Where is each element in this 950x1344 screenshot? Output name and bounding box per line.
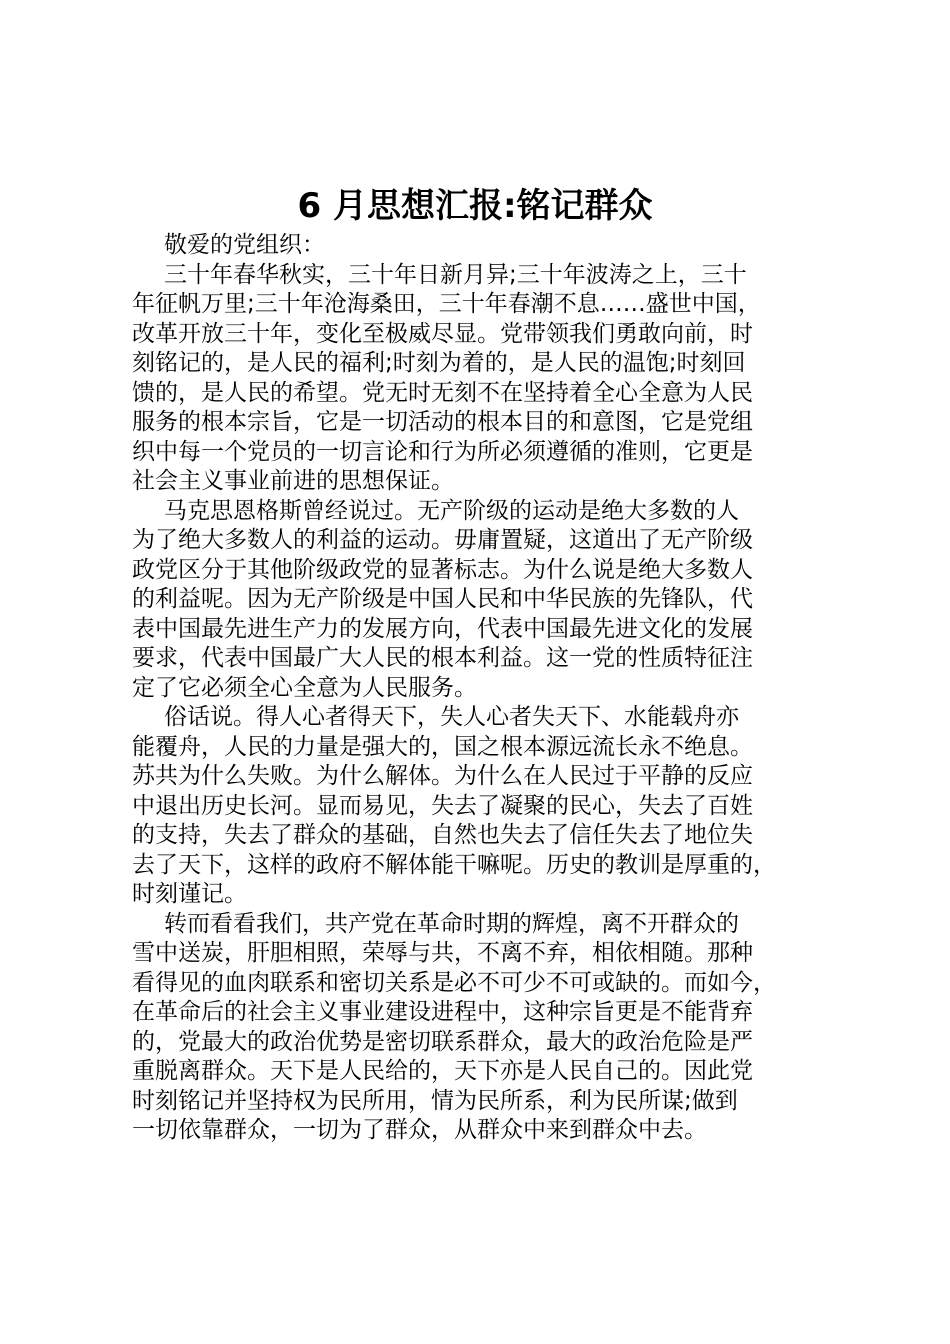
paragraph-4	[132, 910, 852, 1146]
paragraph-line: 转而看看我们，共产党在革命时期的辉煌，离不开群众的	[164, 910, 739, 937]
paragraph-line: 俗话说。得人心者得天下，失人心者失天下、水能载舟亦	[164, 704, 739, 730]
paragraph-line: 政党区分于其他阶级政党的显著标志。为什么说是绝大多数人	[132, 556, 753, 583]
paragraph-line: 去了天下，这样的政府不解体能干嘛呢。历史的教训是厚重的，	[132, 851, 776, 878]
paragraph-line: 中退出历史长河。显而易见，失去了凝聚的民心，失去了百姓	[132, 792, 753, 819]
paragraph-line: 年征帆万里;三十年沧海桑田，三十年春潮不息……盛世中国，	[132, 291, 761, 317]
paragraph-line: 时刻谨记。	[132, 881, 247, 907]
document-body	[132, 231, 852, 1146]
salutation: 敬爱的党组织：	[164, 232, 325, 258]
paragraph-2	[132, 497, 852, 704]
paragraph-line: 时刻铭记并坚持权为民所用，情为民所系，利为民所谋;做到	[132, 1087, 738, 1114]
paragraph-line: 雪中送炭，肝胆相照，荣辱与共，不离不弃，相依相随。那种	[132, 940, 753, 966]
paragraph-line: 表中国最先进生产力的发展方向，代表中国最先进文化的发展	[132, 615, 753, 642]
paragraph-line: 苏共为什么失败。为什么解体。为什么在人民过于平静的反应	[132, 763, 753, 789]
paragraph-line: 一切依靠群众，一切为了群众，从群众中来到群众中去。	[132, 1117, 707, 1143]
paragraph-line: 在革命后的社会主义事业建设进程中，这种宗旨更是不能背弃	[132, 999, 753, 1025]
paragraph-line: 要求，代表中国最广大人民的根本利益。这一党的性质特征注	[132, 645, 753, 671]
paragraph-line: 织中每一个党员的一切言论和行为所必须遵循的准则，它更是	[132, 438, 753, 465]
paragraph-line: 服务的根本宗旨，它是一切活动的根本目的和意图，它是党组	[132, 409, 753, 435]
paragraph-line: 的利益呢。因为无产阶级是中国人民和中华民族的先锋队，代	[132, 586, 753, 612]
paragraph-line: 刻铭记的，是人民的福利;时刻为着的，是人民的温饱;时刻回	[132, 350, 746, 376]
paragraph-line: 馈的，是人民的希望。党无时无刻不在坚持着全心全意为人民	[132, 379, 753, 406]
paragraph-3	[132, 703, 852, 910]
paragraph-line: 改革开放三十年，变化至极威尽显。党带领我们勇敢向前，时	[132, 320, 753, 347]
paragraph-line: 重脱离群众。天下是人民给的，天下亦是人民自己的。因此党	[132, 1058, 753, 1084]
paragraph-1	[132, 261, 852, 497]
paragraph-line: 马克思恩格斯曾经说过。无产阶级的运动是绝大多数的人	[164, 497, 739, 524]
paragraph-line: 社会主义事业前进的思想保证。	[132, 468, 454, 494]
paragraph-line: 为了绝大多数人的利益的运动。毋庸置疑，这道出了无产阶级	[132, 527, 753, 553]
paragraph-line: 看得见的血肉联系和密切关系是必不可少不可或缺的。而如今，	[132, 969, 776, 996]
paragraph-line: 能覆舟，人民的力量是强大的，国之根本源远流长永不绝息。	[132, 733, 753, 760]
document-title: 6 月思想汇报:铭记群众	[297, 186, 653, 226]
paragraph-line: 定了它必须全心全意为人民服务。	[132, 674, 477, 701]
paragraph-line: 的，党最大的政治优势是密切联系群众，最大的政治危险是严	[132, 1028, 753, 1055]
paragraph-line: 的支持，失去了群众的基础，自然也失去了信任失去了地位失	[132, 822, 753, 848]
paragraph-line: 三十年春华秋实，三十年日新月异;三十年波涛之上，三十	[164, 261, 747, 288]
